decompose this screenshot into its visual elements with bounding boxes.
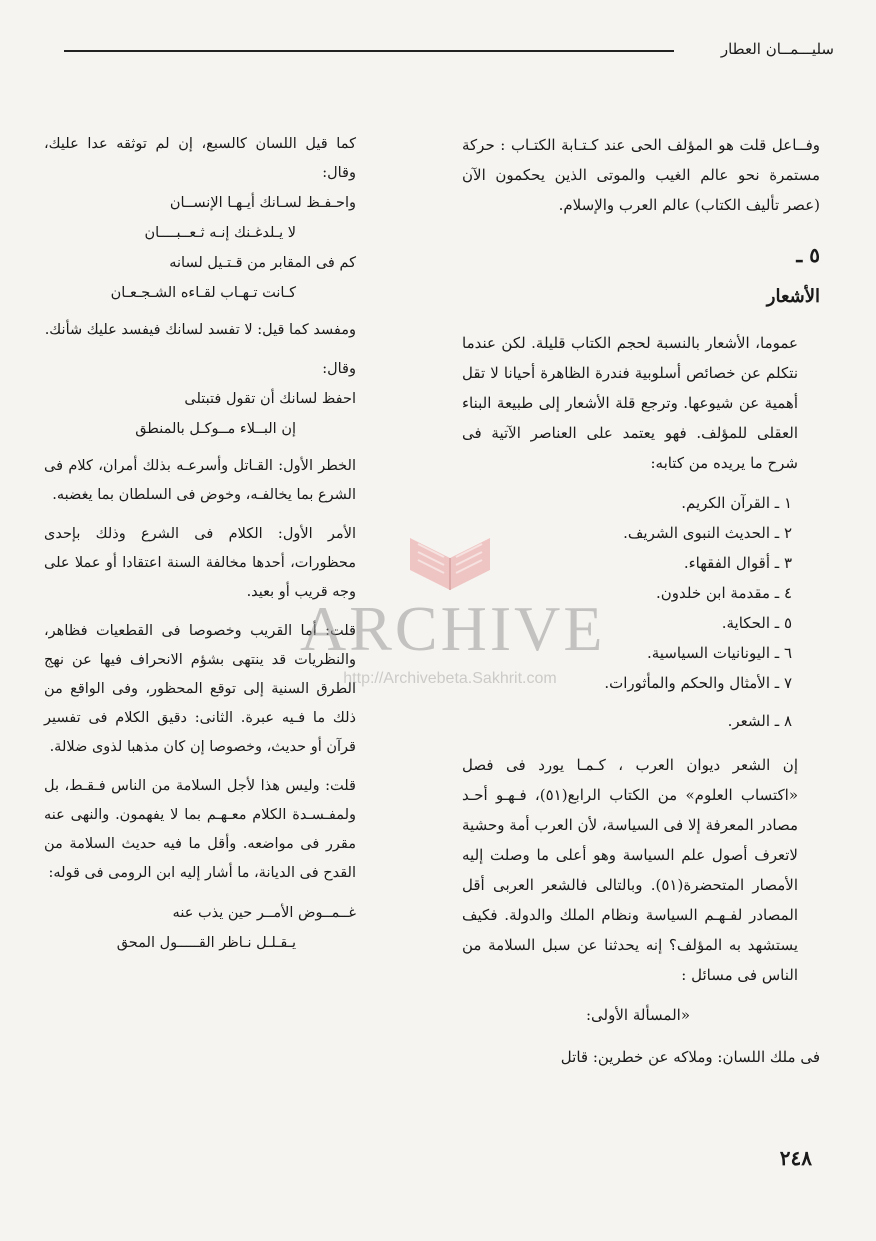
verse-line: يـقـلـل نـاظر القـــــول المحق [116,935,296,951]
paragraph: الخطر الأول: القـاتل وأسرعـه بذلك أمران، كلام فى الشرع بما يخالفـه، وخوض فى السلطان بما يغضبه. [44,458,356,503]
paragraph: ومفسد كما قيل: لا تفسد لسانك فيفسد عليك شأنك. [44,322,356,338]
page-number: ٢٤٨ [779,1146,812,1170]
author-name: سليـــمــان العطار [720,40,834,58]
watermark-url: http://Archivebeta.Sakhrit.com [343,670,557,687]
verse-line: إن البــلاء مــوكـل بالمنطق [135,421,296,437]
verse-line: واحـفـظ لسـانك أيـهـا الإنســان [169,195,356,211]
list-item: ٦ ـ اليونانيات السياسية. [646,644,792,662]
intro-paragraph: وفــاعل قلت هو المؤلف الحى عند كـتـابة الكتـاب : حركة مستمرة نحو عالم الغيب والموتى الذين يحكمون الآن (عصر تأليف الكتاب) عالم العرب والإسلام. [462,136,820,214]
list-item: ٥ ـ الحكاية. [721,614,792,632]
verse [44,384,356,444]
right-column [462,130,820,1082]
list-item: ٤ ـ مقدمة ابن خلدون. [655,584,792,602]
header-rule [64,50,674,52]
list-item: ٨ ـ الشعر. [727,712,792,730]
quote-title: «المسألة الأولى: [585,1006,690,1024]
verse [44,188,356,308]
section-number: ٥ ـ [796,243,820,267]
paragraph: وقال: [322,361,356,377]
section-title: الأشعار [766,286,820,307]
paragraph: عموما، الأشعار بالنسبة لحجم الكتاب قليلة. لكن عندما نتكلم عن خصائص أسلوبية فندرة الظاهرة أحيانا لا تقل أهمية عن شيوعها. وترجع قلة الأشعار إلى طبيعة البناء العقلى للمؤلف. فهو يعتمد على العناصر الآتية فى شرح ما يريده من كتابه: [462,334,798,472]
list-item: ٧ ـ الأمثال والحكم والمأثورات. [604,674,792,692]
sources-list [462,488,820,736]
verse-line: غــمــوض الأمــر حين يذب عنه [172,905,356,921]
watermark-text: ARCHIVE [300,593,606,664]
left-column [44,130,356,958]
verse-line: احفظ لسانك أن تقول فتبتلى [184,391,356,407]
paragraph: الأمر الأول: الكلام فى الشرع وذلك بإحدى محظورات، أحدها مخالفة السنة اعتقادا أو عملا على وجه قريب أو بعيد. [44,526,356,600]
list-item: ٢ ـ الحديث النبوى الشريف. [623,524,792,542]
verse-line: كم فى المقابر من قـتـيل لسانه [169,255,356,271]
verse [44,898,356,958]
paragraph: قلت: وليس هذا لأجل السلامة من الناس فـقـط، بل ولمفـسـدة الكلام معـهـم بما لا يفهمون. والنهى عنه مقرر فى مواضعه. وأقل ما فيه حديث السلامة من القدح فى الديانة، ما أشار إليه ابن الرومى فى قوله: [44,778,356,881]
paragraph: فى ملك اللسان: وملاكه عن خطرين: قاتل [560,1048,820,1066]
list-item: ٣ ـ أقوال الفقهاء. [683,554,792,572]
paragraph: قلت: أما القريب وخصوصا فى القطعيات فظاهر، والنظريات قد ينتهى بشؤم الانحراف فيها عن نهج الطرق السنية إلى توقع المحظور، وفى الواقع من ذلك ما فـيه عبرة. الثانى: دقيق الكلام فى تفسير قرآن أو حديث، وخصوصا إن كان مذهبا لذوى ضلالة. [44,623,356,755]
running-header [64,40,834,70]
paragraph: إن الشعر ديوان العرب ، كـمـا يورد فى فصل «اكتساب العلوم» من الكتاب الرابع(٥١)، فـهـو أحـد مصادر المعرفة إلا فى السياسة، لأن العرب أمة وحشية لاتعرف أصول علم السياسة وهو أعلى ما وصلت إليه الأمصار المتحضرة(٥١). وبالتالى فالشعر العربى أقل المصادر لفـهـم السياسة ونظام الملك والدولة. فكيف يستشهد به المؤلف؟ إنه يحدثنا عن سبل السلامة من الناس فى مسائل : [462,756,799,984]
list-item: ١ ـ القرآن الكريم. [681,494,792,512]
verse-line: لا يـلدغـنك إنـه ثـعــبــــان [144,225,296,241]
verse-line: كـانت تـهـاب لقـاءه الشـجـعـان [110,285,296,301]
paragraph: كما قيل اللسان كالسبع، إن لم توثقه عدا عليك، وقال: [44,136,356,181]
